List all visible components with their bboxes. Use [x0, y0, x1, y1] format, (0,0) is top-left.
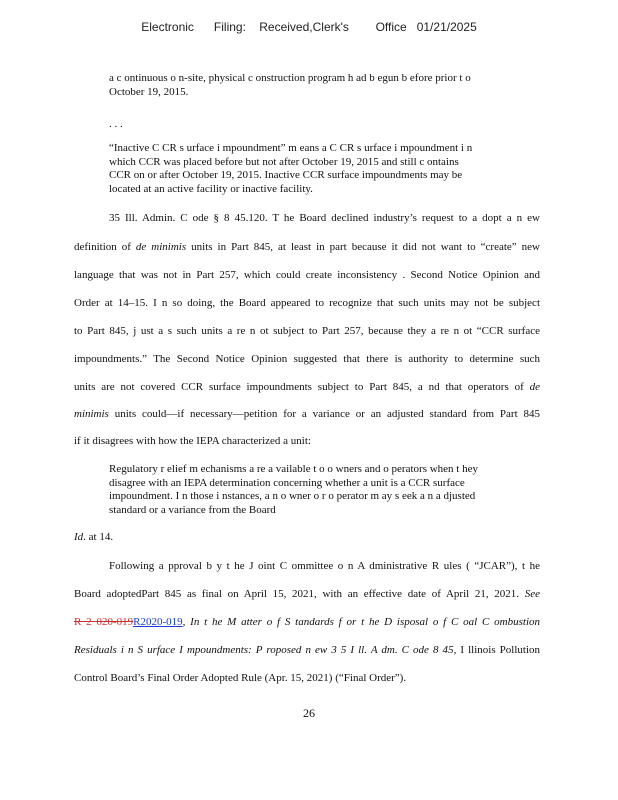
ellipsis: . . .	[109, 118, 123, 130]
italic-term: See	[524, 588, 540, 600]
body-line: to Part 845, j ust a s such units a re n ot subject to Part 257, because they a re n ot “CCR surface	[74, 325, 540, 337]
body-line	[74, 616, 540, 628]
quote-line: impoundment. I n those i nstances, a n o wner o r o perator m ay s eek a n a djusted	[109, 490, 476, 502]
body-line: impoundments.” The Second Notice Opinion suggested that there is authority to determine such	[74, 353, 540, 365]
page-number: 26	[303, 706, 315, 720]
text-run: units are not covered CCR surface impoundments subject to Part 845, a nd that operators of	[74, 381, 530, 393]
quote-line: located at an active facility or inactive facility.	[109, 182, 313, 195]
quote-line: CCR on or after October 19, 2015. Inactive CCR surface impoundments may be	[109, 169, 463, 181]
text-run: units in Part 845, at least in part because it did not want to “create” new	[186, 241, 540, 253]
body-line	[74, 408, 540, 420]
block-quote-inactive-definition	[109, 142, 509, 196]
italic-case-title: Residuals i n S urface I mpoundments: P roposed n ew 3 5 I ll. A dm. C ode 8 45	[74, 644, 454, 656]
body-line: Control Board’s Final Order Adopted Rule (Apr. 15, 2021) (“Final Order”).	[74, 672, 407, 684]
quote-line: October 19, 2015.	[109, 85, 189, 98]
quote-line: Regulatory r elief m echanisms a re a vailable t o o wners and o perators when t hey	[109, 463, 478, 475]
body-line: Order at 14–15. I n so doing, the Board appeared to recognize that such units may not be subject	[74, 297, 540, 309]
quote-line: “Inactive C CR s urface i mpoundment” m eans a C CR s urface i mpoundment i n	[109, 142, 473, 154]
block-quote-regulatory-relief	[109, 463, 509, 517]
deleted-docket-number: R 2 020-019	[74, 616, 134, 628]
body-line	[74, 241, 540, 253]
italic-term: de minimis	[135, 241, 187, 253]
text-run: , I llinois Pollution	[453, 644, 540, 656]
italic-term: Id	[74, 531, 84, 543]
text-run: . at 14.	[83, 531, 114, 543]
electronic-filing-header: Electronic Filing: Received,Clerk's Office 01/21/2025	[141, 20, 477, 34]
inserted-docket-number: R2020-019	[133, 616, 183, 628]
text-run: definition of	[74, 241, 136, 253]
quote-line: standard or a variance from the Board	[109, 503, 276, 516]
italic-case-title: , In t he M atter o f S tandards f or t he D isposal o f C oal C ombustion	[182, 616, 541, 628]
body-line: language that was not in Part 257, which could create inconsistency . Second Notice Opinion and	[74, 269, 540, 281]
body-line	[74, 381, 540, 393]
body-line: 35 Ill. Admin. C ode § 8 45.120. T he Board declined industry’s request to a dopt a n ew	[109, 212, 540, 224]
italic-term: de	[529, 381, 540, 393]
body-line: if it disagrees with how the IEPA characterized a unit:	[74, 435, 311, 447]
block-quote-construction	[109, 72, 509, 99]
id-citation	[74, 531, 540, 543]
quote-line: disagree with an IEPA determination concerning whether a unit is a CCR surface	[109, 476, 465, 489]
text-run: Board adoptedPart 845 as final on April 15, 2021, with an effective date of April 21, 2021.	[74, 588, 525, 600]
body-line: Following a pproval b y t he J oint C ommittee o n A dministrative R ules ( “JCAR”), t he	[109, 560, 540, 572]
text-run: units could—if necessary—petition for a variance or an adjusted standard from Part 845	[108, 408, 540, 420]
body-line	[74, 644, 540, 656]
quote-line: which CCR was placed before but not after October 19, 2015 and still c ontains	[109, 155, 459, 168]
body-line	[74, 588, 540, 600]
italic-term: minimis	[74, 408, 109, 420]
quote-line: a c ontinuous o n-site, physical c onstruction program h ad b egun b efore prior t o	[109, 72, 471, 84]
